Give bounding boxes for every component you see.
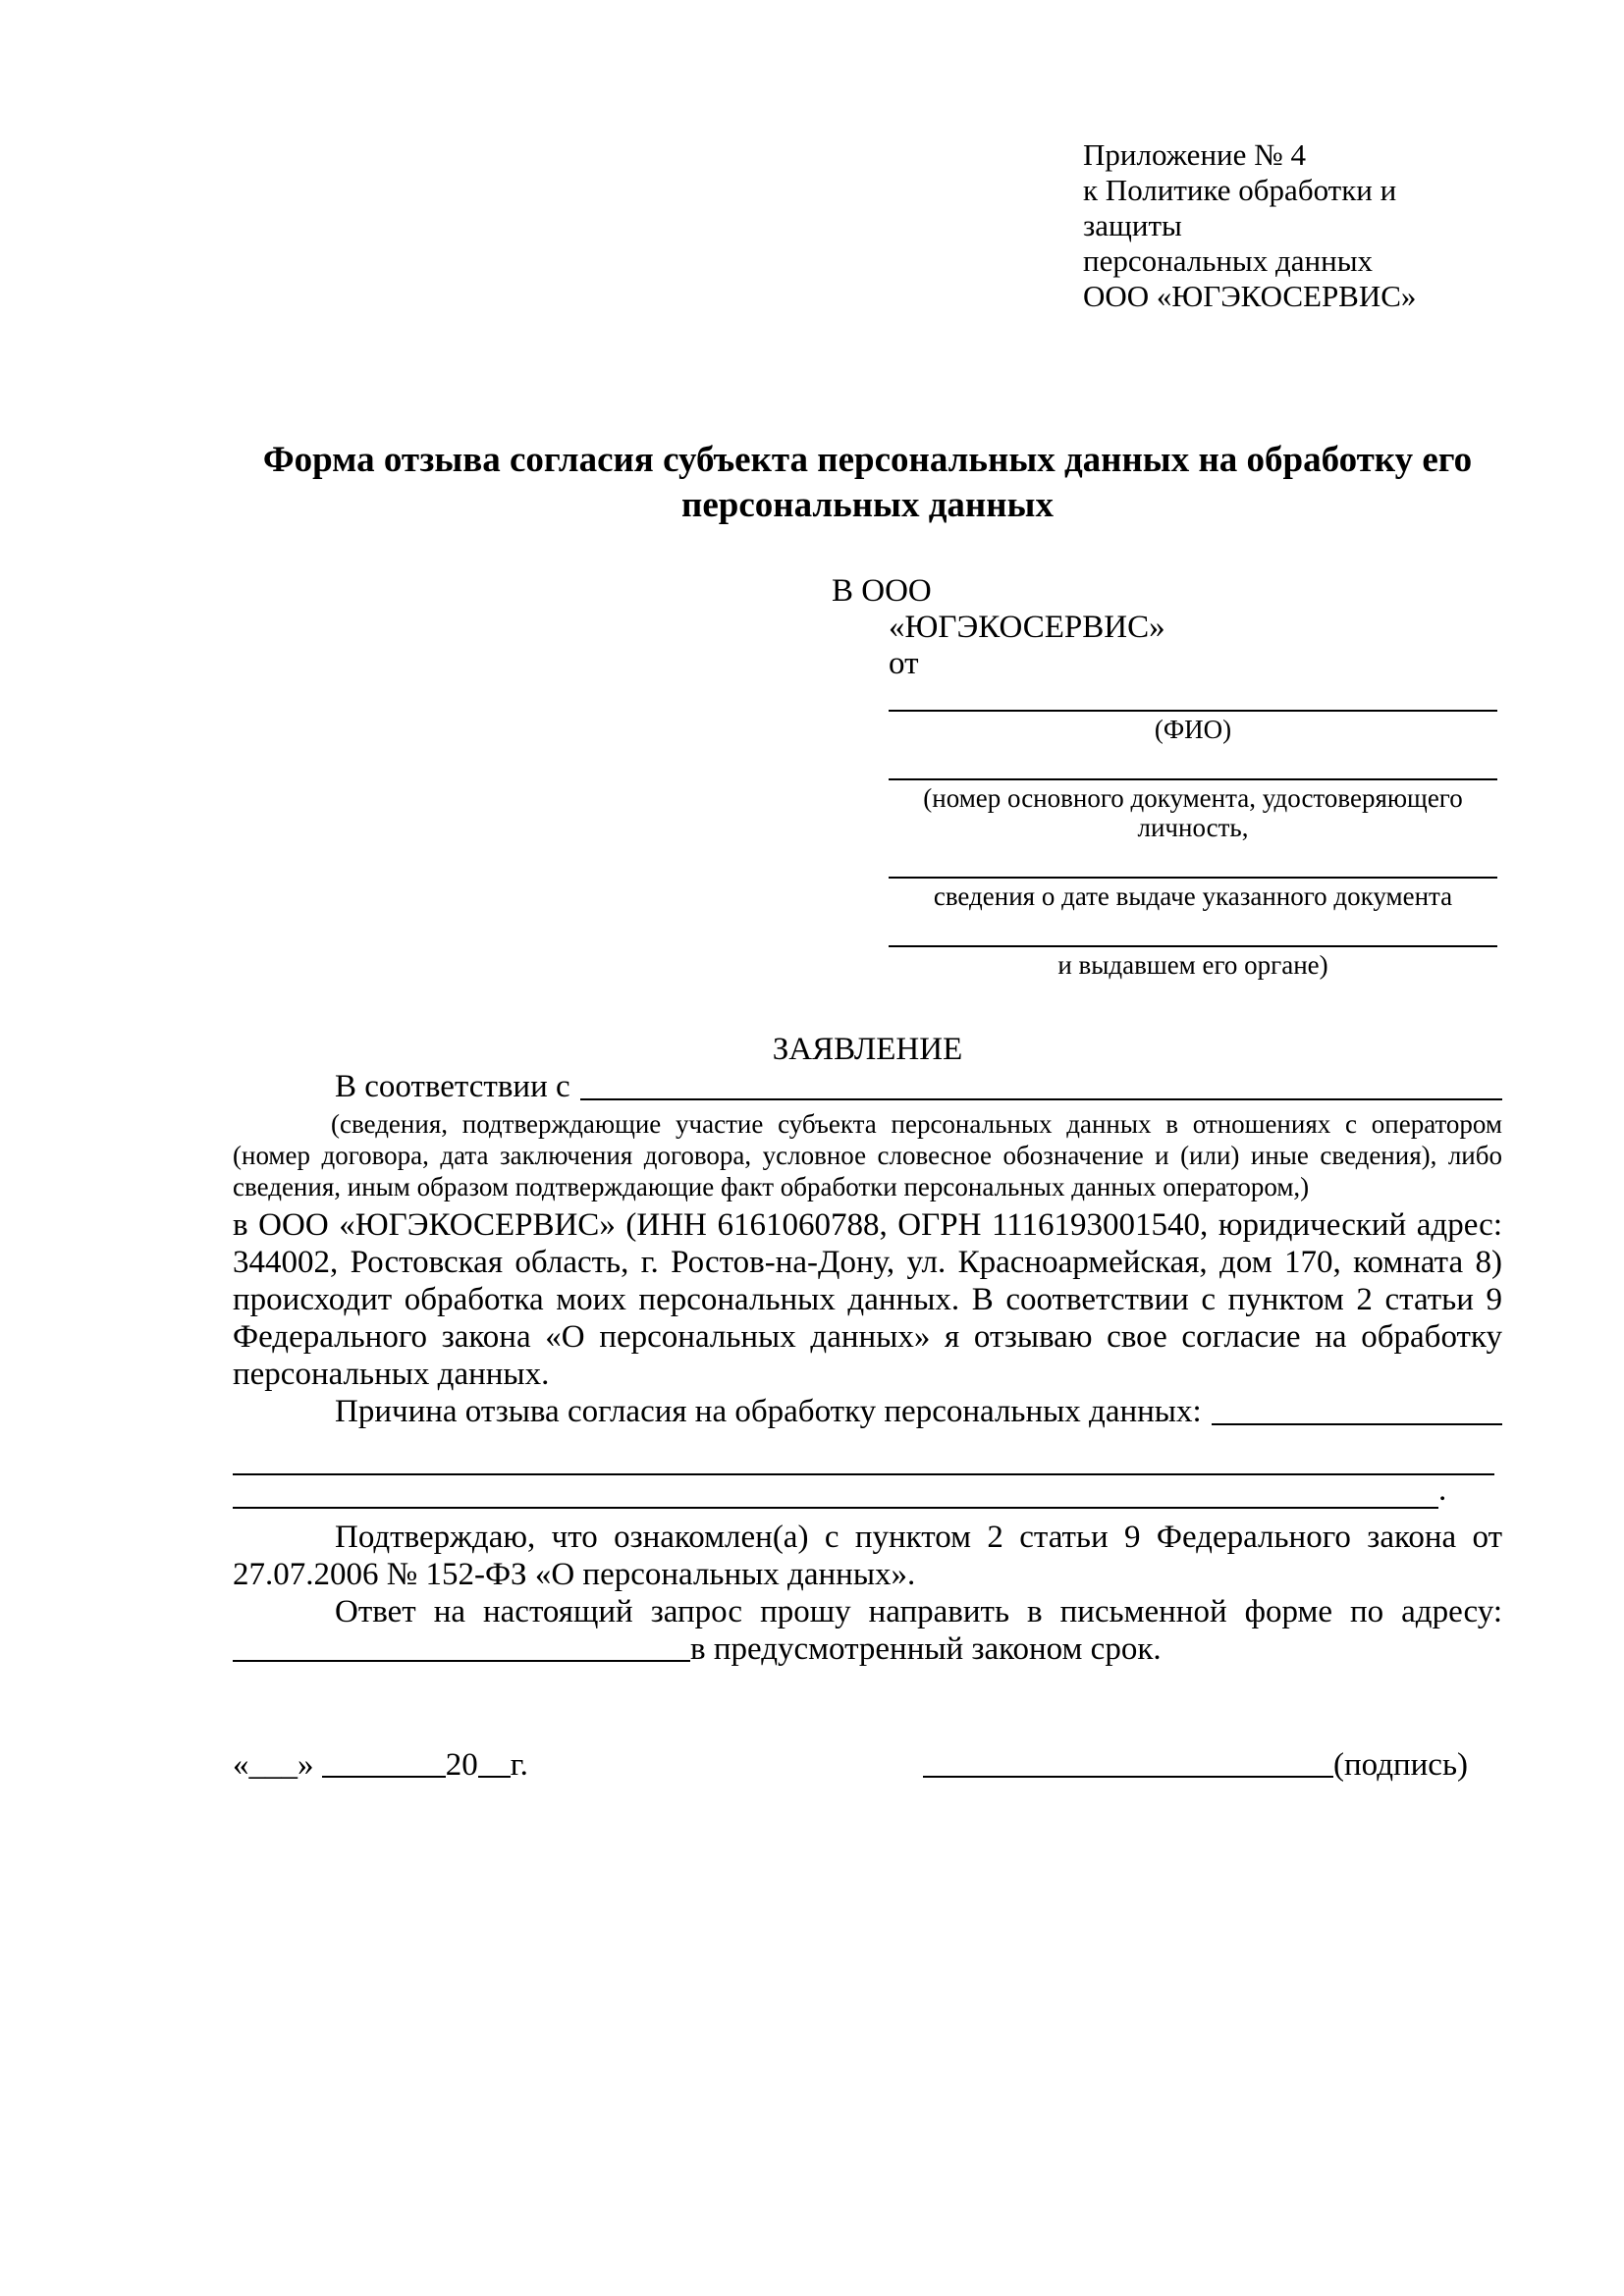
signature-field [923,1746,1468,1784]
annex-note [1083,137,1502,314]
statement-body: в ООО «ЮГЭКОСЕРВИС» (ИНН 6161060788, ОГРН 1116193001540, юридический адрес: 344002, Ростовская область, г. Ростов-на-Дону, ул. Красноармейская, дом 170, комната 8) происходит обработка моих персональных данных. В соответствии с пунктом 2 статьи 9 Федерального закона «О персональных данных» я отзываю свое согласие на обработку персональных данных. [233,1207,1502,1392]
document-number-caption: (номер основного документа, удостоверяющего личность, [923,783,1463,842]
reason-row [233,1393,1502,1430]
signature-caption: (подпись) [1333,1747,1468,1783]
annex-line: Приложение № 4 [1083,137,1306,172]
issuing-authority-blank-line [889,934,1497,947]
date-field [233,1746,528,1784]
reason-label: Причина отзыва согласия на обработку персональных данных: [335,1394,1202,1429]
address-blank-line [233,1658,690,1662]
reason-blank-line-3-rule [233,1475,1438,1509]
statement-opening [233,1068,1502,1105]
date-day-brackets: «___» [233,1747,314,1783]
fio-blank-line [889,698,1497,712]
field-row [889,767,1497,842]
annex-line: персональных данных [1083,243,1374,278]
addressee-org-prefix: В ООО [832,573,932,609]
signature-blank-line [923,1774,1333,1778]
reason-blank-line [1212,1393,1502,1425]
annex-line: к Политике обработки и защиты [1083,173,1397,242]
addressee-org-name: «ЮГЭКОСЕРВИС» [889,610,1165,645]
addressee-block [832,573,1502,682]
reply-address-row [233,1630,1502,1668]
reason-period: . [1438,1472,1447,1508]
field-row [889,698,1497,744]
confirmation-paragraph: Подтверждаю, что ознакомлен(а) с пунктом 2 статьи 9 Федерального закона от 27.07.2006 № 152-ФЗ «О персональных данных». [233,1520,1502,1592]
date-year-prefix: 20 [445,1747,478,1783]
reason-blank-line-2 [233,1430,1494,1475]
basis-blank-line [580,1068,1502,1100]
fio-caption: (ФИО) [1154,715,1232,744]
document-title: Форма отзыва согласия субъекта персональных данных на обработку его персональных данных [262,440,1473,525]
issue-date-blank-line [889,865,1497,879]
opening-label: В соответствии с [335,1069,570,1104]
basis-footnote: (сведения, подтверждающие участие субъекта персональных данных в отношениях с оператором (номер договора, дата заключения договора, условное словесное обозначение и (или) иные сведения), либо сведения, иным образом подтверждающие факт обработки персональных данных оператором,) [233,1109,1502,1201]
date-year-suffix: г. [510,1747,528,1783]
document-number-blank-line [889,767,1497,780]
field-row [889,934,1497,980]
issuing-authority-caption: и выдавшем его органе) [1057,950,1328,980]
field-row [889,865,1497,911]
document-content [233,0,1502,1784]
signature-footer [233,1746,1502,1784]
reply-tail-text: в предусмотренный законом срок. [690,1631,1162,1667]
applicant-fields [889,698,1497,980]
date-month-blank-line [322,1774,446,1778]
issue-date-caption: сведения о дате выдаче указанного документа [933,881,1453,911]
annex-line: ООО «ЮГЭКОСЕРВИС» [1083,279,1417,313]
date-year-blank-line [478,1774,511,1778]
reply-request-paragraph: Ответ на настоящий запрос прошу направить в письменной форме по адресу: [335,1594,1502,1629]
statement-heading: ЗАЯВЛЕНИЕ [772,1032,963,1067]
reason-blank-line-3 [233,1472,1502,1509]
addressee-from-label: от [889,646,919,681]
